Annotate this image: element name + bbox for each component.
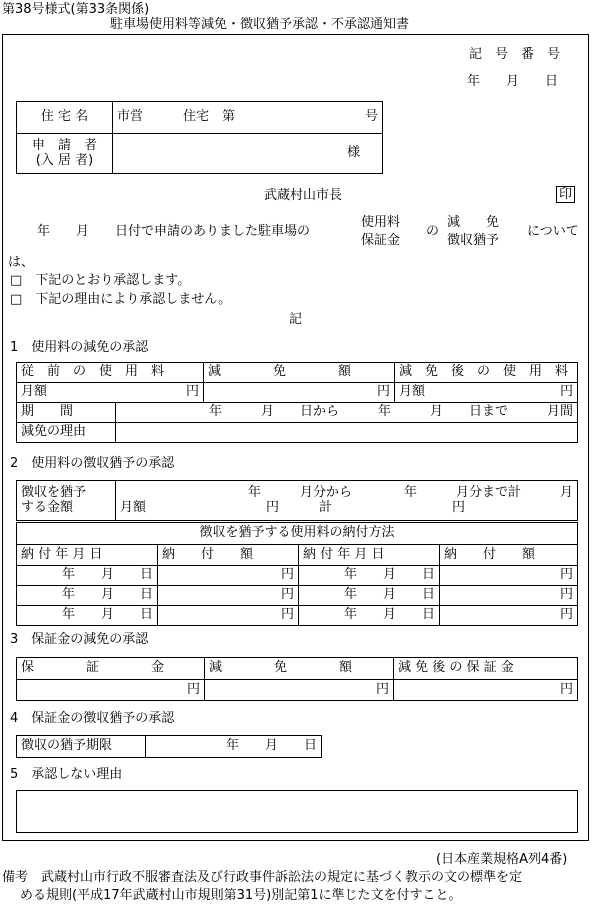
deposit-reduction-table: [16, 657, 578, 701]
before-fee-value[interactable]: [17, 383, 204, 403]
applicant-table: [16, 101, 383, 174]
deferral-label-line1: 徴収を猶予: [21, 484, 87, 500]
payment-date-header: 納 付 年 月 日: [299, 545, 440, 566]
after-fee-value[interactable]: [395, 383, 578, 403]
choice-deposit[interactable]: 保証金: [361, 233, 401, 248]
reduction-amount-header: 減 免 額: [204, 363, 395, 383]
section5-heading: 5 承認しない理由: [10, 767, 123, 782]
payment-date-header: 納 付 年 月 日: [17, 545, 158, 566]
fee-deferral-table: [16, 480, 578, 521]
applicant-label-line2: (入 居 者): [35, 152, 94, 168]
deposit-after-header: 減 免 後 の 保 証 金: [394, 658, 578, 680]
payment-method-table: [16, 522, 578, 626]
choice-fee[interactable]: 使用料: [361, 215, 401, 230]
deposit-header: 保 証 金: [17, 658, 205, 680]
payment-row: [17, 566, 578, 586]
remarks-line1: 備考 武蔵村山市行政不服審査法及び行政事件訴訟法の規定に基づく教示の文の標準を定: [2, 870, 523, 885]
section2-heading: 2 使用料の徴収猶予の承認: [10, 456, 175, 471]
yen-unit: 円: [452, 499, 466, 515]
housing-name-value[interactable]: [113, 102, 383, 134]
deferral-label-line2: する金額: [21, 499, 74, 515]
payment-amount-cell[interactable]: 円: [158, 606, 299, 626]
reference-number: 記 号 番 号: [469, 47, 561, 62]
reason-value[interactable]: [116, 423, 578, 443]
remarks-line2: める規則(平成17年武蔵村山市規則第31号)別記第1に準じた文を付すこと。: [20, 888, 462, 903]
housing-mid: 住宅 第: [183, 109, 236, 125]
payment-date-cell[interactable]: 年 月 日: [17, 606, 158, 626]
deposit-after-value[interactable]: 円: [394, 680, 578, 701]
fee-reduction-table: [16, 362, 578, 443]
payment-amount-header: 納 付 額: [158, 545, 299, 566]
deferral-period-line: 年 月分から 年 月分まで計 月: [247, 484, 573, 500]
payment-amount-cell[interactable]: 円: [440, 566, 578, 586]
after-fee-header: 減 免 後 の 使 用 料: [395, 363, 578, 383]
housing-suffix: 号: [364, 109, 378, 125]
choice-deferral[interactable]: 徴収猶予: [447, 233, 500, 248]
payment-date-cell[interactable]: 年 月 日: [299, 606, 440, 626]
reason-label: 減免の理由: [17, 423, 116, 443]
ki-heading: 記: [289, 312, 303, 327]
option-reject[interactable]: □ 下記の理由により承認しません。: [10, 292, 232, 307]
deposit-deferral-table: [16, 735, 322, 758]
seal-mark: 印: [556, 186, 575, 203]
applicant-name-field[interactable]: [113, 134, 383, 174]
page-title: 駐車場使用料等減免・徴収猶予承認・不承認通知書: [110, 17, 410, 32]
sama-suffix: 様: [346, 145, 360, 161]
getsugaku-label: 月額: [120, 499, 147, 515]
period-value[interactable]: 年 月 日から 年 月 日まで 月間: [116, 403, 578, 423]
payment-date-cell[interactable]: 年 月 日: [299, 566, 440, 586]
form-number: 第38号様式(第33条関係): [2, 2, 150, 17]
payment-date-cell[interactable]: 年 月 日: [17, 566, 158, 586]
housing-prefix: 市営: [117, 109, 144, 125]
before-fee-header: 従 前 の 使 用 料: [17, 363, 204, 383]
choice-reduction[interactable]: 減 免: [447, 215, 500, 230]
yen-unit: 円: [377, 384, 391, 400]
reduction-amount-value[interactable]: [204, 383, 395, 403]
yen-unit: 円: [559, 384, 573, 400]
getsugaku-label: 月額: [399, 384, 426, 400]
section4-heading: 4 保証金の徴収猶予の承認: [10, 711, 175, 726]
getsugaku-label: 月額: [21, 384, 48, 400]
deferral-deadline-value[interactable]: 年 月 日: [146, 736, 322, 758]
deposit-value[interactable]: 円: [17, 680, 205, 701]
deferral-deadline-label: 徴収の猶予期限: [17, 736, 146, 758]
yen-unit: 円: [266, 499, 280, 515]
body-ha: は、: [8, 255, 35, 270]
mayor-name: 武蔵村山市長: [264, 188, 343, 203]
kei-label: 計: [319, 499, 333, 515]
body-nitsuite: について: [527, 224, 579, 239]
payment-date-cell[interactable]: 年 月 日: [17, 586, 158, 606]
issue-date: 年 月 日: [467, 74, 559, 89]
section3-heading: 3 保証金の減免の承認: [10, 632, 149, 647]
body-date-part: 年 月 日付で申請のありました駐車場の: [37, 224, 311, 239]
payment-amount-cell[interactable]: 円: [440, 586, 578, 606]
payment-amount-cell[interactable]: 円: [158, 566, 299, 586]
deferral-amount-line: [120, 501, 573, 516]
payment-amount-cell[interactable]: 円: [158, 586, 299, 606]
payment-amount-header: 納 付 額: [440, 545, 578, 566]
payment-row: [17, 586, 578, 606]
rejection-reason-box[interactable]: [16, 790, 578, 833]
deferral-amount-label: [17, 481, 116, 521]
option-approve[interactable]: □ 下記のとおり承認します。: [10, 273, 191, 288]
deposit-reduction-value[interactable]: 円: [205, 680, 394, 701]
body-no: の: [426, 224, 440, 239]
deposit-reduction-header: 減 免 額: [205, 658, 394, 680]
payment-row: [17, 606, 578, 626]
housing-name-label: 住 宅 名: [17, 102, 113, 134]
period-label: 期 間: [17, 403, 116, 423]
payment-method-title: 徴収を猶予する使用料の納付方法: [17, 523, 578, 545]
section1-heading: 1 使用料の減免の承認: [10, 340, 149, 355]
paper-size-note: (日本産業規格A列4番): [436, 852, 568, 867]
deferral-amount-value[interactable]: [116, 481, 578, 521]
applicant-label: [17, 134, 113, 174]
yen-unit: 円: [186, 384, 200, 400]
applicant-label-line1: 申 請 者: [31, 137, 97, 153]
payment-amount-cell[interactable]: 円: [440, 606, 578, 626]
payment-date-cell[interactable]: 年 月 日: [299, 586, 440, 606]
